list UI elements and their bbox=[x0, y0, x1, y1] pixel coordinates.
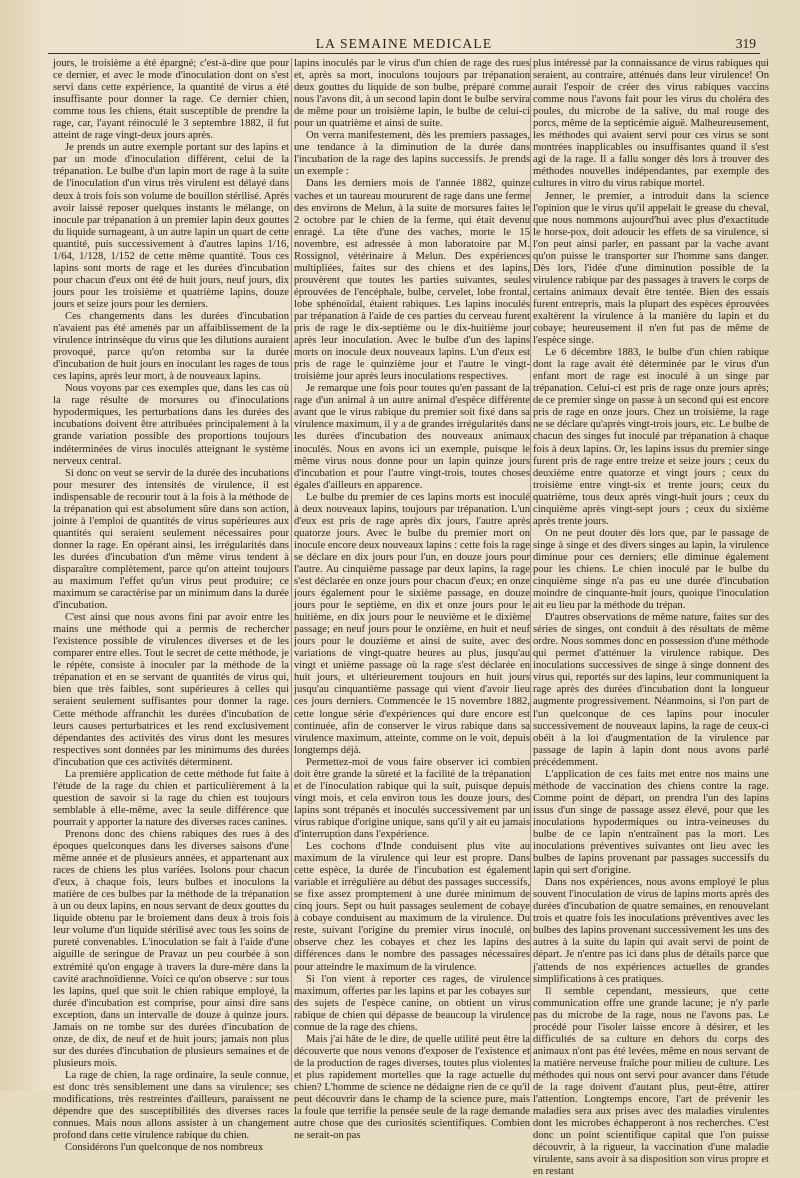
paragraph: Dans nos expériences, nous avons employé le plus souvent l'inoculation de virus de lapins morts après des durées d'incubation de quatre semaines, en renouvelant trois et quatre fois les inoculations préventives avec les bulbes des lapins provenant successivement les uns des autres à la suite du lapin qui avait servi de point de départ. Je n'entre pas ici dans plus de détails parce que j'attends de nos expériences actuelles de grandes simplifications à ces pratiques. bbox=[533, 877, 769, 985]
page-number: 319 bbox=[735, 36, 756, 51]
paragraph: Les cochons d'Inde conduisent plus vite au maximum de la virulence qui leur est propre. Dans cette espèce, la durée de l'incubation est également variable et irrégulière au début des passages successifs, se fixe assez promptement à une durée minimum de cinq jours. Sept ou huit passages seulement de cobaye à cobaye conduisent au maximum de la virulence. Du reste, suivant l'origine du premier virus inoculé, on observe chez les cobayes et chez les lapins des différences dans le nombre des passages nécessaires pour atteindre le maximum de la virulence. bbox=[294, 841, 530, 973]
paragraph: Je prends un autre exemple portant sur des lapins et par un mode d'inoculation différent, celui de la trépanation. Le bulbe d'un lapin mort de rage à la suite de l'inoculation d'un virus très virulent est délayé dans deux à trois fois son volume de bouillon stérilisé. Après avoir laissé reposer quelques instants le mélange, on inocule par trépanation à un premier lapin deux gouttes du liquide surnageant, à un autre lapin un quart de cette quantité, puis successivement à d'autres lapins 1/16, 1/64, 1/128, 1/152 de cette même quantité. Tous ces lapins sont morts de rage et les durées d'incubation pour chacun d'eux ont été de huit jours, neuf jours, dix jours pour les troisième et quatrième lapins, douze jours et seize jours pour les derniers. bbox=[53, 142, 289, 310]
paragraph: plus intéressé par la connaissance de virus rabiques qui seraient, au contraire, atténués dans leur virulence! On aurait l'espoir de créer des virus rabiques vaccins comme nous l'avons fait pour les virus du choléra des poules, du microbe de la salive, du mal rouge des porcs, même de la septicémie aiguë. Malheureusement, les méthodes qui avaient servi pour ces virus se sont montrées inapplicables ou insuffisantes quand il s'est agi de la rage. Il a fallu songer dès lors à trouver des méthodes nouvelles indépendantes, par exemple des cultures in vitro du virus rabique mortel. bbox=[533, 58, 769, 190]
paragraph: Si donc on veut se servir de la durée des incubations pour mesurer des intensités de virulence, il est indispensable de recourir tout à la fois à la méthode de la trépanation qui est absolument sûre dans son action, jointe à l'emploi de quantités de virus supérieures aux quantités qui seraient seulement nécessaires pour donner la rage. En opérant ainsi, les irrégularités dans les durées d'incubation d'un même virus tendent à disparaître complètement, parce qu'on atteint toujours au maximum l'effet qu'un virus peut produire; ce maximum se caractérise par un minimum dans la durée d'incubation. bbox=[53, 467, 289, 612]
journal-title: LA SEMAINE MEDICALE bbox=[315, 36, 493, 51]
paragraph: Jenner, le premier, a introduit dans la science l'opinion que le virus qu'il appelait le grease du cheval, que nous nommons aujourd'hui avec plus d'exactitude le horse-pox, doit adoucir les effets de sa virulence, si l'on peut ainsi parler, en passant par la vache avant qu'on puisse le transporter sur l'homme sans danger. Dès lors, l'idée d'une diminution possible de la virulence rabique par des passages à travers le corps de certains animaux devait être tentée. Bien des essais furent entrepris, mais la plupart des espèces éprouvées exaltèrent la virulence à la manière du lapin et du cobaye; heureusement il n'en fut pas de même de l'espèce singe. bbox=[533, 190, 769, 347]
paragraph: Permettez-moi de vous faire observer ici combien doit être grande la sûreté et la facilité de la trépanation et de l'inoculation rabique qui la suit, puisque depuis vingt mois, et cela environ tous les douze jours, des lapins sont trépanés et inoculés successivement par un virus rabique d'origine unique, sans qu'il y ait eu jamais d'interruption dans l'expérience. bbox=[294, 756, 530, 840]
paragraph: C'est ainsi que nous avons fini par avoir entre les mains une méthode qui a permis de rechercher l'existence possible de virulences diverses et de les comparer entre elles. Tout le secret de cette méthode, je le répète, consiste à inoculer par la méthode de la trépanation et en se servant de quantités de virus qui, bien que très faibles, sont supérieures à celles qui seraient seulement suffisantes pour donner la rage. Cette méthode affranchit les durées d'incubation de leurs causes perturbatrices et les rend exclusivement dépendantes des activités des virus dont les mesures respectives sont données par les minimums des durées d'incubation que ces activités déterminent. bbox=[53, 612, 289, 768]
paragraph: Ces changements dans les durées d'incubation n'avaient pas été amenés par un affaiblissement de la virulence intrinsèque du virus que les dilutions auraient provoqué, parce qu'on retomba sur la durée d'incubation de huit jours en inoculant les rages de tous ces lapins, après leur mort, à de nouveaux lapins. bbox=[53, 310, 289, 383]
paragraph: D'autres observations de même nature, faites sur des séries de singes, ont conduit à des résultats de même ordre. Nous sommes donc en possession d'une méthode qui permet d'atténuer la virulence rabique. Des inoculations successives de singe à singe donnent des virus qui, reportés sur des lapins, leur communiquent la rage après des durées d'incubation dont la longueur augmente progressivement. Néanmoins, si l'on part de l'un quelconque de ces lapins pour inoculer successivement de nouveaux lapins, la rage de ceux-ci obéit à la loi d'augmentation de la virulence par passage de lapin à lapin dont nous avons parlé précédemment. bbox=[533, 612, 769, 768]
column-divider bbox=[291, 58, 292, 1082]
running-header bbox=[48, 34, 760, 54]
paragraph: Si l'on vient à reporter ces rages, de virulence maximum, offertes par les lapins et par les cobayes sur des sujets de l'espèce canine, on obtient un virus rabique de chien qui dépasse de beaucoup la virulence connue de la rage des chiens. bbox=[294, 973, 530, 1033]
paragraph: jours, le troisième a été épargné; c'est-à-dire que pour ce dernier, et avec le mode d'inoculation dont on s'est servi dans cette expérience, la quantité de virus a été insuffisante pour donner la rage. Ce dernier chien, comme tous les chiens, était susceptible de prendre la rage, car, l'ayant réinoculé le 3 septembre 1882, il fut atteint de rage vingt-deux jours après. bbox=[53, 58, 289, 142]
column-divider bbox=[530, 58, 531, 1082]
header-rule bbox=[48, 53, 760, 54]
paragraph: Considérons l'un quelconque de nos nombreux bbox=[65, 1142, 264, 1154]
paragraph: Je remarque une fois pour toutes qu'en passant de la rage d'un animal à un autre animal d'espèce différente avant que le virus rabique du premier soit fixé dans sa virulence maximum, il y a de grandes irrégularités dans les durées d'incubation des nouveaux animaux inoculés. Nous en avons ici un exemple, puisque le même virus nous donne pour un lapin quinze jours d'incubation et pour l'autre vingt-trois, toutes choses égales d'ailleurs en apparence. bbox=[294, 383, 530, 491]
text-column-1 bbox=[53, 58, 289, 1154]
paragraph: La première application de cette méthode fut faite à l'étude de la rage du chien et particulièrement à la question de savoir si la rage du chien est toujours semblable à elle-même, avec la seule différence que pourrait y apporter la nature des diverses races canines. bbox=[53, 768, 289, 828]
paragraph: La rage de chien, la rage ordinaire, la seule connue, est donc très sensiblement une dans sa virulence; ses modifications, très restreintes d'ailleurs, paraissent ne dépendre que des susceptibilités des diverses races connues. Mais nous allons assister à un changement profond dans cette virulence rabique du chien. bbox=[53, 1069, 289, 1142]
paragraph: L'application de ces faits met entre nos mains une méthode de vaccination des chiens contre la rage. Comme point de départ, on prendra l'un des lapins issus d'un singe de passage assez élevé, pour que les inoculations hypodermiques ou intra-veineuses du bulbe de ce lapin n'entraînent pas la mort. Les inoculations préventives suivantes ont lieu avec les bulbes de lapins provenant par passages successifs du lapin qui sert d'origine. bbox=[533, 768, 769, 877]
text-column-3 bbox=[533, 58, 769, 1178]
paragraph: Le bulbe du premier de ces lapins morts est inoculé à deux nouveaux lapins, toujours par trépanation. L'un d'eux est pris de rage après dix jours, l'autre après quatorze jours. Avec le bulbe du premier mort on inocule encore deux nouveaux lapins : cette fois la rage se déclare en dix jours pour l'un, en douze jours pour l'autre. Au cinquième passage par deux lapins, la rage s'est déclarée en onze jours pour chacun d'eux; en onze jours également pour le sixième passage, en douze jours pour le septième, en dix et onze jours pour le huitième, en dix jours pour le neuvième et le dixième passage; en neuf jours pour le onzième, en huit et neuf jours pour le douzième et ainsi de suite, avec des variations de vingt-quatre heures au plus, jusqu'au vingt et unième passage où la rage s'est déclarée en huit jours, et ultérieurement toujours en huit jours jusqu'au cinquantième passage qui vient d'avoir lieu ces jours derniers. Commencée le 15 novembre 1882, cette longue série d'expériences qui dure encore est continuée, afin de conserver le virus rabique dans sa virulence maximum, atteinte, comme on le voit, depuis longtemps déjà. bbox=[294, 491, 530, 756]
paragraph: Dans les derniers mois de l'année 1882, quinze vaches et un taureau moururent de rage dans une ferme des environs de Melun, à la suite de morsures faites le 2 octobre par le chien de la ferme, qui était devenu enragé. La tête d'une des vaches, morte le 15 novembre, est adressée à mon laboratoire par M. Rossignol, vétérinaire à Melun. Des expériences multipliées, faites sur des chiens et des lapins, prouvèrent que toutes les parties suivantes, seules éprouvées de l'encéphale, bulbe, cervelet, lobe frontal, lobe sphénoïdal, étaient rabiques. Les lapins inoculés par trépanation à l'aide de ces parties du cerveau furent pris de rage le dix-septième ou le dix-huitième jour après leur inoculation. Avec le bulbe d'un des lapins morts on inocule deux nouveaux lapins. L'un d'eux est pris de rage le quinzième jour et l'autre le vingt-troisième jour après leurs inoculations respectives. bbox=[294, 178, 530, 383]
paragraph: Prenons donc des chiens rabiques des rues à des époques quelconques dans les diverses saisons d'une même année et de plusieurs années, et appartenant aux races de chiens les plus variées. Isolons pour chacun d'eux, à chaque fois, leurs bulbes et inoculons la matière de ces bulbes par la méthode de la trépanation à un ou deux lapins, en nous servant de deux gouttes du liquide obtenu par le broiement dans deux à trois fois leur volume d'un liquide stérilisé avec tous les soins de pureté convenables. L'inoculation se fait à l'aide d'une aiguille de seringue de Pravaz un peu courbée à son extrémité qu'on engage à travers la dure-mère dans la cavité arachnoïdienne. Voici ce qu'on observe : sur tous les lapins, quel que soit le chien rabique employé, la durée d'incubation est comprise, pour ainsi dire sans exception, dans un intervalle de douze à quinze jours. Jamais on ne tombe sur des durées d'incubation de onze, de dix, de neuf et de huit jours; jamais non plus sur des durées d'incubation de plusieurs semaines et de plusieurs mois. bbox=[53, 829, 289, 1069]
paragraph: Nous voyons par ces exemples que, dans les cas où la rage résulte de morsures ou d'inoculations hypodermiques, les perturbations dans les durées des incubations doivent être attribuées principalement à la grande variation possible des proportions toujours indéterminées de virus inoculés atteignant le système nerveux central. bbox=[53, 383, 289, 467]
paragraph: On ne peut douter dès lors que, par le passage de singe à singe et des divers singes au lapin, la virulence diminue pour ces derniers; elle diminue également pour les chiens. Le chien inoculé par le bulbe du cinquième singe n'a pas eu une durée d'incubation moindre de cinquante-huit jours, quoique l'inoculation ait eu lieu par la méthode du trépan. bbox=[533, 527, 769, 612]
paragraph: Le 6 décembre 1883, le bulbe d'un chien rabique dont la rage avait été déterminée par le virus d'un enfant mort de rage est inoculé à un singe par trépanation. Celui-ci est pris de rage onze jours après; de ce premier singe on passe à un second qui est encore pris de rage en onze jours. Chez un troisième, la rage ne se déclare qu'après vingt-trois jours, etc. Le bulbe de chacun des singes fut inoculé par trépanation à chaque fois à deux lapins. Or, les lapins issus du premier singe furent pris de rage entre treize et seize jours ; ceux du deuxième entre quatorze et vingt jours ; ceux du troisième entre vingt-six et trente jours; ceux du quatrième, tous deux après vingt-huit jours ; ceux du cinquième après vingt-sept jours ; ceux du sixième après trente jours. bbox=[533, 347, 769, 527]
paragraph: Il semble cependant, messieurs, que cette communication offre une grande lacune; je n'y parle pas du microbe de la rage, nous ne l'avons pas. Le procédé pour l'isoler laisse encore à désirer, et les difficultés de sa culture en dehors du corps des animaux n'ont pas été levées, même en nous servant de la matière nerveuse fraîche pour milieu de culture. Les méthodes qui nous ont servi pour avancer dans l'étude de la rage doivent d'autant plus, peut-être, attirer l'attention. Longtemps encore, l'art de prévenir les maladies sera aux prises avec des maladies virulentes dont les microbes échapperont à nos recherches. C'est donc un point scientifique capital que l'on puisse découvrir, à la rigueur, la vaccination d'une maladie virulente, sans avoir à sa disposition son virus propre et en restant bbox=[533, 985, 769, 1178]
paragraph: Mais j'ai hâte de le dire, de quelle utilité peut être la découverte que nous venons d'exposer de l'existence et de la production de rages diverses, toutes plus violentes et plus rapidement mortelles que la rage actuelle du chien? L'homme de science ne dédaigne rien de ce qu'il peut découvrir dans le champ de la science pure, mais la foule que terrifie la pensée seule de la rage demande autre chose que des curiosités scientifiques. Combien ne serait-on pas bbox=[294, 1033, 530, 1142]
paragraph: lapins inoculés par le virus d'un chien de rage des rues et, après sa mort, inoculons toujours par trépanation deux gouttes du liquide de son bulbe, préparé comme nous l'avons dit, à un second lapin dont le bulbe servira de même pour un troisième lapin, le bulbe de celui-ci pour un quatrième et ainsi de suite. bbox=[294, 58, 530, 130]
text-column-2 bbox=[294, 58, 530, 1142]
paragraph: On verra manifestement, dès les premiers passages, une tendance à la diminution de la durée dans l'incubation de la rage des lapins successifs. Je prends un exemple : bbox=[294, 130, 530, 178]
